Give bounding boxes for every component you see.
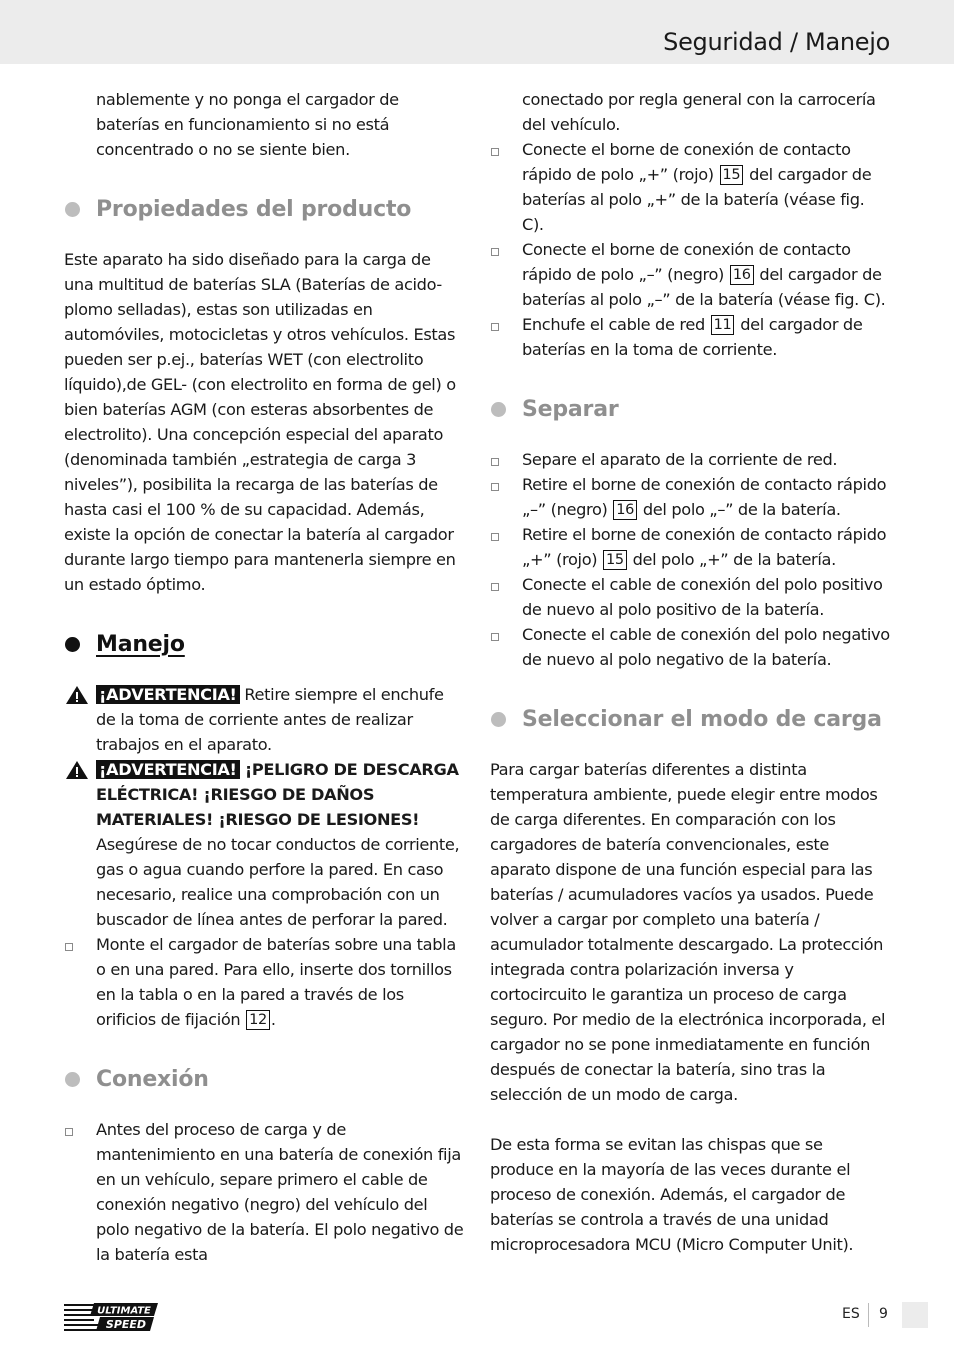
left-column — [64, 87, 464, 1267]
list-item-text: . — [270, 1010, 276, 1029]
warning-label: ¡ADVERTENCIA! — [96, 760, 240, 779]
warning-triangle-icon — [65, 685, 89, 705]
section-bullet-icon — [491, 402, 506, 417]
list-item-text: Conecte el cable de conexión del polo positivo de nuevo al polo positivo de la batería. — [522, 575, 883, 619]
part-reference: 15 — [603, 550, 627, 570]
continuation-paragraph: conectado por regla general con la carrocería del vehículo. — [522, 90, 876, 134]
heading-manejo-text: Manejo — [96, 632, 185, 657]
warning-2-text: Asegúrese de no tocar conductos de corriente, gas o agua cuando perfore la pared. En caso necesario, realice una comprobación con un buscador de línea antes de perforar la pared. — [96, 835, 460, 929]
checkbox-square-icon — [491, 458, 499, 466]
checkbox-square-icon — [491, 633, 499, 641]
section-bullet-icon — [65, 202, 80, 217]
checkbox-square-icon — [65, 1128, 73, 1136]
list-item-retire-rojo — [490, 522, 890, 572]
heading-propiedades — [64, 197, 464, 222]
warning-label: ¡ADVERTENCIA! — [96, 685, 240, 704]
list-item-text: del polo „–” de la batería. — [638, 500, 841, 519]
list-item-text: Conecte el borne de conexión de contacto rápido de polo „–” (negro) — [522, 240, 851, 284]
footer-divider — [868, 1303, 869, 1327]
warning-2 — [64, 757, 464, 932]
warning-triangle-icon — [65, 760, 89, 780]
language-code: ES — [842, 1306, 860, 1322]
list-item-text: del cargador de baterías al polo „–” de la batería (véase fig. C). — [522, 265, 886, 309]
heading-conexion — [64, 1067, 464, 1092]
heading-separar — [490, 397, 890, 422]
list-item-text: del cargador de baterías al polo „+” de la batería (véase fig. C). — [522, 165, 872, 234]
list-item-conecte-rojo — [490, 137, 890, 237]
propiedades-paragraph: Este aparato ha sido diseñado para la carga de una multitud de baterías SLA (Baterías de acido-plomo selladas), estas son utilizadas en automóviles, motocicletas y otros vehículos. Estas pueden ser p.ej., baterías WET (con electrolito líquido),de GEL- (con electrolito en forma de gel) o bien baterías AGM (con esteras absorbentes de electrolito). Una concepción especial del aparato (denominada también „estrategia de carga 3 niveles”), posibilita la recarga de las baterías de hasta casi el 100 % de su capacidad. Además, existe la opción de conectar la batería al cargador durante largo tiempo para mantenerla siempre en un estado óptimo. — [64, 250, 456, 594]
section-bullet-icon — [65, 1072, 80, 1087]
page-number: 9 — [879, 1306, 888, 1322]
heading-modo-carga-text: Seleccionar el modo de carga — [522, 707, 882, 732]
checkbox-square-icon — [491, 323, 499, 331]
list-item-text: Enchufe el cable de red — [522, 315, 710, 334]
right-column — [490, 87, 890, 1257]
footer-corner-box — [902, 1302, 928, 1328]
checkbox-square-icon — [491, 483, 499, 491]
warning-2-bold: ¡PELIGRO DE DESCARGA ELÉCTRICA! ¡RIESGO DE DAÑOS MATERIALES! ¡RIESGO DE LESIONES! — [96, 760, 459, 829]
list-item-antes — [64, 1117, 464, 1267]
heading-separar-text: Separar — [522, 397, 619, 422]
checkbox-square-icon — [491, 148, 499, 156]
modo-paragraph-1: Para cargar baterías diferentes a distinta temperatura ambiente, puede elegir entre modos de carga diferentes. En comparación con los cargadores de batería convencionales, este aparato dispone de una función especial para las baterías / acumuladores vacíos ya usados. Puede volver a cargar por completo una batería / acumulador totalmente descargado. La protección integrada contra polarización inversa y cortocircuito le garantiza un proceso de carga seguro. Por medio de la electrónica incorporada, el cargador no se pone inmediatamente en función después de conectar la batería, sino tras la selección de un modo de carga. — [490, 760, 886, 1104]
checkbox-square-icon — [491, 248, 499, 256]
heading-propiedades-text: Propiedades del producto — [96, 197, 412, 222]
list-item-text: Separe el aparato de la corriente de red. — [522, 450, 838, 469]
list-item-negativo — [490, 622, 890, 672]
part-reference: 15 — [720, 165, 744, 185]
heading-modo-carga — [490, 707, 890, 732]
list-item-positivo — [490, 572, 890, 622]
part-reference: 16 — [613, 500, 637, 520]
warning-1 — [64, 682, 464, 757]
list-item-text: Conecte el borne de conexión de contacto rápido de polo „+” (rojo) — [522, 140, 851, 184]
checkbox-square-icon — [491, 583, 499, 591]
heading-manejo — [64, 632, 464, 657]
heading-conexion-text: Conexión — [96, 1067, 209, 1092]
intro-paragraph: nablemente y no ponga el cargador de baterías en funcionamiento si no está concentrado o no se siente bien. — [96, 90, 399, 159]
part-reference: 16 — [730, 265, 754, 285]
list-item-text: Retire el borne de conexión de contacto rápido „–” (negro) — [522, 475, 887, 519]
checkbox-square-icon — [65, 943, 73, 951]
paragraph-gap — [490, 1107, 890, 1132]
list-item-retire-negro — [490, 472, 890, 522]
list-item-text: del cargador de baterías en la toma de corriente. — [522, 315, 863, 359]
logo-line2: SPEED — [105, 1318, 147, 1331]
ultimate-speed-logo — [64, 1302, 162, 1332]
list-item-text: Antes del proceso de carga y de mantenimiento en una batería de conexión fija en un vehículo, separe primero el cable de conexión negativo (negro) del vehículo del polo negativo de la batería. El polo negativo de la batería esta — [96, 1120, 464, 1264]
part-reference: 12 — [246, 1010, 270, 1030]
section-bullet-icon — [65, 637, 80, 652]
list-item-text: Retire el borne de conexión de contacto rápido „+” (rojo) — [522, 525, 887, 569]
list-item-text: Monte el cargador de baterías sobre una tabla o en una pared. Para ello, inserte dos tornillos en la tabla o en la pared a través de los orificios de fijación — [96, 935, 456, 1029]
modo-paragraph-2: De esta forma se evitan las chispas que se produce en la mayoría de las veces durante el proceso de conexión. Además, el cargador de baterías se controla a través de una unidad microprocesadora MCU (Micro Computer Unit). — [490, 1135, 854, 1254]
list-item-enchufe — [490, 312, 890, 362]
logo-line1: ULTIMATE — [97, 1305, 151, 1317]
part-reference: 11 — [711, 315, 735, 335]
list-item-monte — [64, 932, 464, 1032]
page-title: Seguridad / Manejo — [663, 28, 890, 56]
list-item-separe — [490, 447, 890, 472]
list-item-text: Conecte el cable de conexión del polo negativo de nuevo al polo negativo de la batería. — [522, 625, 890, 669]
warning-1-text: Retire siempre el enchufe de la toma de corriente antes de realizar trabajos en el aparato. — [96, 685, 444, 754]
checkbox-square-icon — [491, 533, 499, 541]
list-item-conecte-negro — [490, 237, 890, 312]
list-item-text: del polo „+” de la batería. — [627, 550, 836, 569]
section-bullet-icon — [491, 712, 506, 727]
